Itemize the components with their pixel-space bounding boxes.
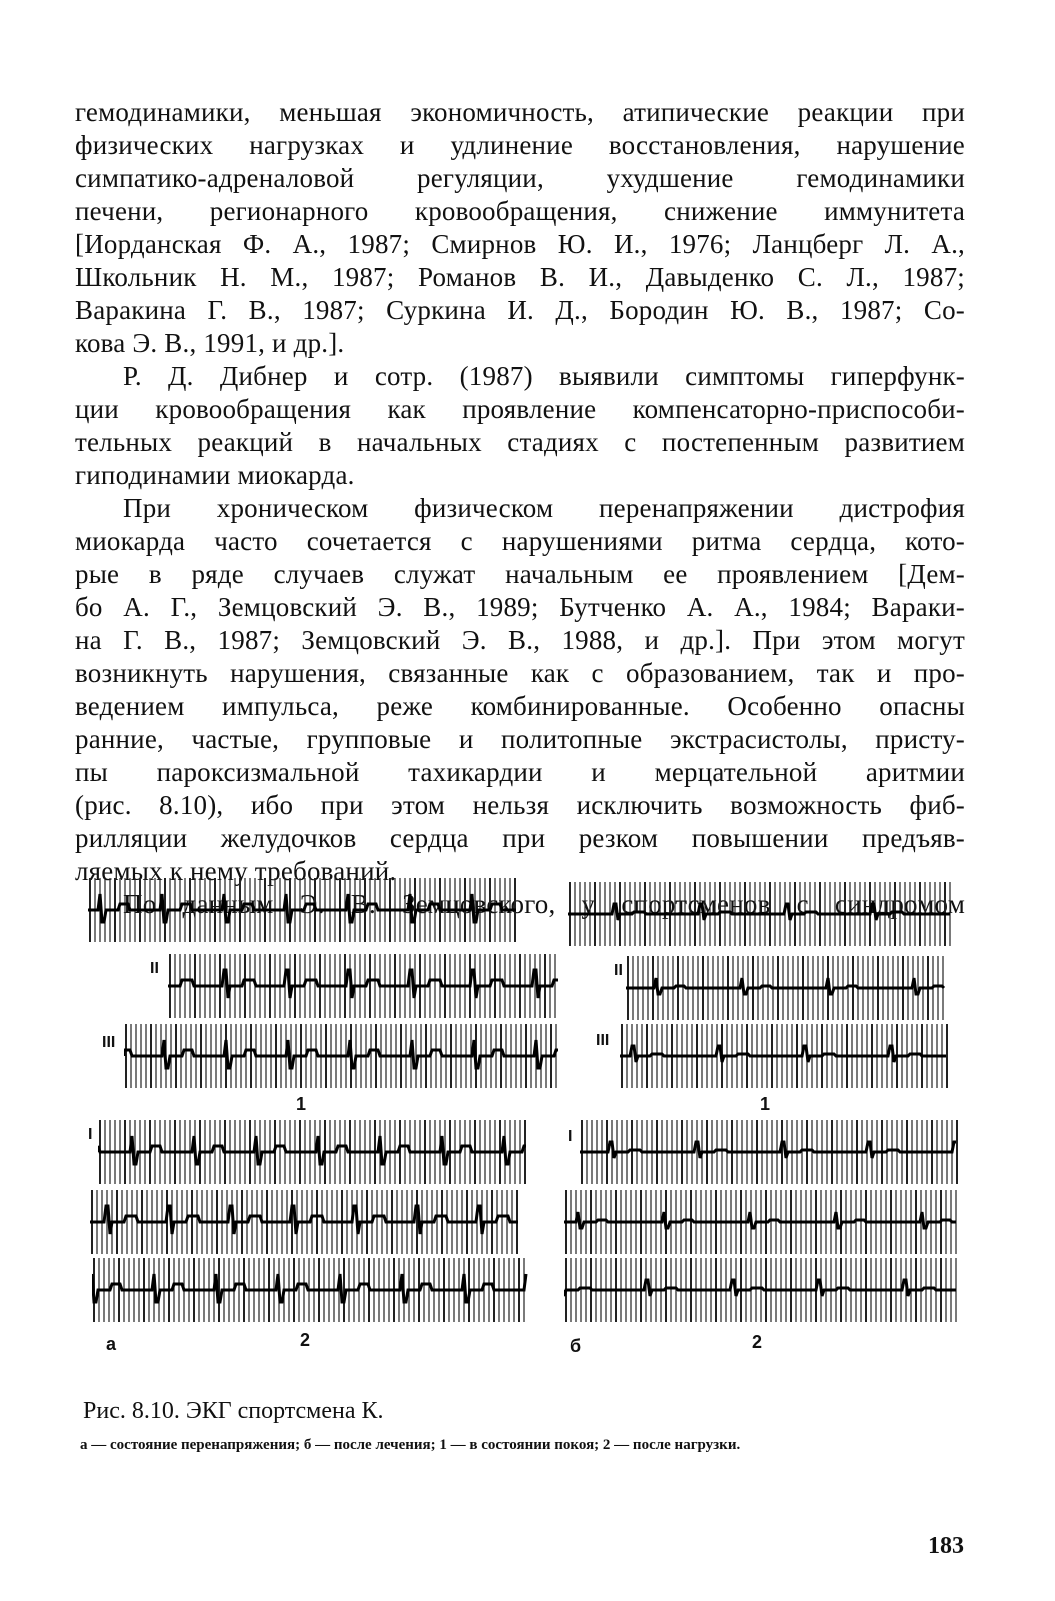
lead-label: II: [150, 960, 159, 977]
lead-label: II: [614, 962, 623, 979]
ecg-strip: [580, 1120, 958, 1184]
text-line: По данным Э. В. Земцовского, у спортсменов с синдромом: [123, 889, 965, 919]
text-line: физических нагрузках и удлинение восстановления, нарушение: [75, 130, 965, 160]
text-line: печени, регионарного кровообращения, снижение иммунитета: [75, 196, 965, 226]
text-line: тельных реакций в начальных стадиях с постепенным развитием: [75, 427, 965, 457]
lead-label: III: [596, 1032, 610, 1049]
ecg-strip-graphic: [564, 1258, 958, 1322]
ecg-strip-graphic: [98, 1120, 528, 1184]
ecg-strip: [564, 1258, 958, 1322]
text-line: Р. Д. Дибнер и сотр. (1987) выявили симптомы гиперфунк-: [123, 361, 965, 391]
text-line: бо А. Г., Земцовский Э. В., 1989; Бутченко А. А., 1984; Вараки-: [75, 592, 965, 622]
text-line: гиподинамии миокарда.: [75, 460, 355, 490]
ecg-trace: [88, 894, 516, 922]
text-line: рилляции желудочков сердца при резком повышении предъяв-: [75, 823, 965, 853]
ecg-strip: [92, 1258, 528, 1322]
ecg-strip-graphic: [626, 956, 946, 1020]
panel-sub-label: 2: [300, 1330, 311, 1350]
ecg-strip: [90, 1190, 520, 1254]
figure-caption-legend: а — состояние перенапряжения; б — после лечения; 1 — в состоянии покоя; 2 — после нагрузки.: [80, 1437, 741, 1453]
ecg-strip-graphic: [124, 1024, 560, 1088]
ecg-figure: [80, 872, 970, 1392]
ecg-strip-graphic: [168, 954, 560, 1018]
lead-label: I: [88, 1126, 93, 1143]
ecg-strip: [564, 1190, 958, 1254]
ecg-strip-graphic: [580, 1120, 958, 1184]
text-line: ведением импульса, реже комбинированные. Особенно опасны: [75, 691, 965, 721]
text-line: возникнуть нарушения, связанные как с образованием, так и про-: [75, 658, 965, 688]
ecg-trace: [564, 1212, 956, 1228]
page-number: 183: [928, 1533, 964, 1559]
figure-caption-title: Рис. 8.10. ЭКГ спортсмена К.: [83, 1398, 384, 1424]
ecg-strip: [568, 882, 952, 946]
ecg-strip-graphic: [90, 1190, 520, 1254]
text-line: Варакина Г. В., 1987; Суркина И. Д., Бородин Ю. В., 1987; Со-: [75, 295, 965, 325]
text-line: рые в ряде случаев служат начальным ее проявлением [Дем-: [75, 559, 965, 589]
text-line: гемодинамики, меньшая экономичность, атипические реакции при: [75, 97, 965, 127]
ecg-strip: [620, 1024, 948, 1088]
ecg-strip-graphic: [568, 882, 952, 946]
text-line: [Иорданская Ф. А., 1987; Смирнов Ю. И., 1976; Ланцберг Л. А.,: [75, 229, 965, 259]
text-line: ции кровообращения как проявление компенсаторно-приспособи-: [75, 394, 965, 424]
text-line: симпатико-адреналовой регуляции, ухудшение гемодинамики: [75, 163, 965, 193]
ecg-strip-graphic: [564, 1190, 958, 1254]
lead-label: III: [102, 1034, 116, 1051]
text-line: При хроническом физическом перенапряжении дистрофия: [123, 493, 965, 523]
text-line: кова Э. В., 1991, и др.].: [75, 328, 345, 358]
ecg-strip-graphic: [88, 878, 518, 942]
ecg-trace: [626, 978, 944, 994]
ecg-strip-graphic: [620, 1024, 948, 1088]
panel-sub-label: 2: [752, 1332, 763, 1352]
text-line: на Г. В., 1987; Земцовский Э. В., 1988, и др.]. При этом могут: [75, 625, 965, 655]
text-line: (рис. 8.10), ибо при этом нельзя исключить возможность фиб-: [75, 790, 965, 820]
ecg-strip: [168, 954, 560, 1018]
ecg-strip: [88, 878, 518, 942]
body-text: [75, 96, 965, 921]
ecg-trace: [90, 1206, 518, 1234]
ecg-strip: [626, 956, 946, 1020]
panel-label: б: [570, 1336, 582, 1356]
ecg-strip-graphic: [92, 1258, 528, 1322]
text-line: пы пароксизмальной тахикардии и мерцательной аритмии: [75, 757, 965, 787]
ecg-trace: [564, 1280, 956, 1296]
text-line: Школьник Н. М., 1987; Романов В. И., Давыденко С. Л., 1987;: [75, 262, 965, 292]
panel-label: а: [106, 1334, 117, 1354]
lead-label: I: [568, 1128, 573, 1145]
ecg-trace: [98, 1136, 526, 1164]
panel-sub-label: 1: [296, 1094, 307, 1114]
text-line: ранние, частые, групповые и политопные экстрасистолы, присту-: [75, 724, 965, 754]
panel-sub-label: 1: [760, 1094, 771, 1114]
text-line: ляемых к нему требований.: [75, 856, 397, 886]
ecg-strip: [98, 1120, 528, 1184]
text-line: миокарда часто сочетается с нарушениями ритма сердца, кото-: [75, 526, 965, 556]
ecg-strip: [124, 1024, 560, 1088]
